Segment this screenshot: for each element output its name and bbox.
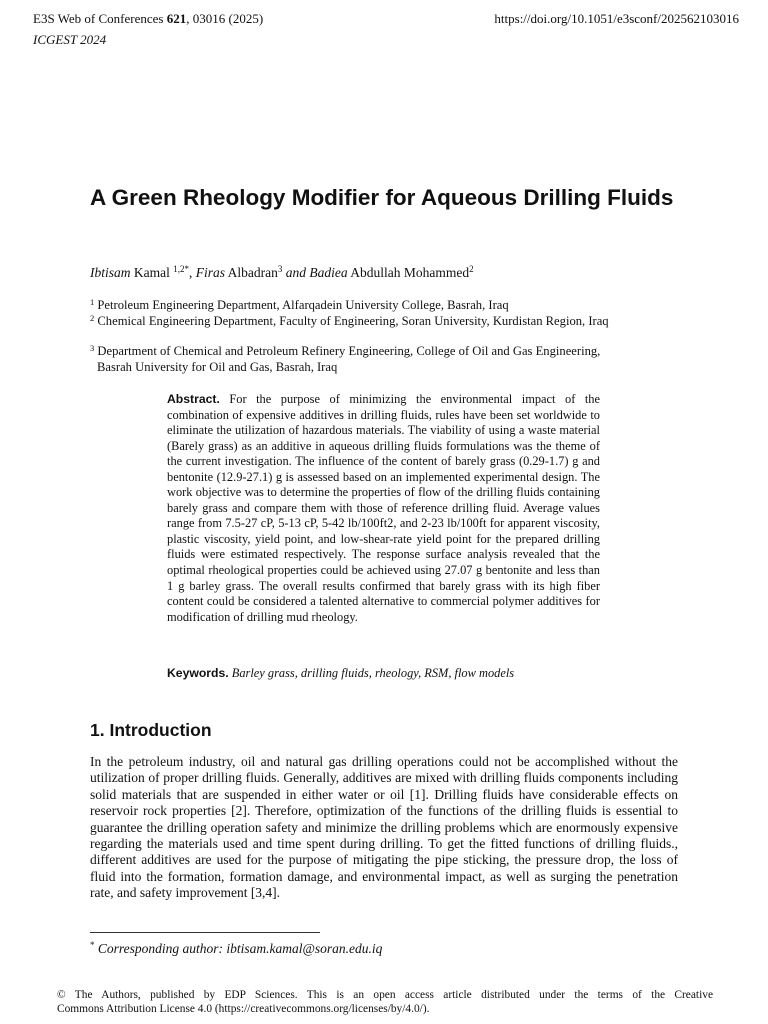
abstract-text: For the purpose of minimizing the environmental impact of the combination of expensive additives in drilling fluids, rules have been set worldwide to eliminate the utilization of hazardous materials. The viability of using a waste material (Barely grass) as an additive in aqueous drilling fluids formulations was the theme of the current investigation. The influence of the content of barely grass (0.29-1.7) g and bentonite (12.9-27.1) g is assessed based on an implemented experimental design. The work objective was to determine the properties of flow of the drilling fluids containing barely grass and compare them with those of reference drilling fluid. Average values range from 7.5-27 cP, 5-13 cP, 5-42 lb/100ft2, and 2-23 lb/100ft for apparent viscosity, plastic viscosity, yield point, and low-shear-rate yield point for the prepared drilling fluids were estimated respectively. The response surface analysis revealed that the optimal rheological properties could be achieved using 27.07 g bentonite and less than 1 g barley grass. The overall results confirmed that barely grass with its high fiber content could be considered a talented alternative to commercial polymer additives for modification of drilling mud rheology. bbox=[167, 392, 600, 624]
journal-volume: 621 bbox=[166, 11, 187, 26]
running-header-journal bbox=[33, 10, 263, 27]
license-line-1: © The Authors, published by EDP Sciences. This is an open access article distributed under the terms of the Creative bbox=[57, 989, 713, 1001]
footnote-divider bbox=[90, 932, 320, 933]
affiliation-1: $^1$ Petroleum Engineering Department, Alfarqadein University College, Basrah, Iraq bbox=[90, 297, 509, 312]
journal-name: E3S Web of Conferences bbox=[33, 11, 164, 26]
license-notice bbox=[57, 989, 713, 1016]
keywords-label: Keywords. bbox=[167, 666, 229, 680]
article-number: , 03016 (2025) bbox=[186, 11, 264, 26]
doi-link[interactable]: https://doi.org/10.1051/e3sconf/202562103016 bbox=[494, 11, 739, 26]
license-line-2: Commons Attribution License 4.0 (https://creativecommons.org/licenses/by/4.0/). bbox=[57, 1002, 430, 1015]
paper-title: A Green Rheology Modifier for Aqueous Drilling Fluids bbox=[90, 185, 674, 210]
author-3: Badiea Abdullah Mohammed$^2$ bbox=[309, 264, 474, 280]
author-1: Ibtisam Kamal $^{1,2*}$ bbox=[90, 264, 189, 280]
author-2: Firas Albadran$^3$ bbox=[195, 264, 283, 280]
abstract bbox=[167, 392, 600, 625]
section-heading-introduction: 1. Introduction bbox=[90, 720, 212, 740]
author-list: Ibtisam Kamal $^{1,2*}$, Firas Albadran$^3$ and Badiea Abdullah Mohammed$^2$ bbox=[90, 264, 474, 280]
keywords bbox=[167, 665, 617, 681]
conference-name: ICGEST 2024 bbox=[33, 32, 107, 47]
keywords-text: Barley grass, drilling fluids, rheology, RSM, flow models bbox=[231, 666, 515, 680]
affiliation-3: $^3$ Department of Chemical and Petroleum Refinery Engineering, College of Oil and Gas Engineering, Basrah University for Oil and Gas, Basrah, Iraq bbox=[90, 343, 601, 374]
affiliation-2: $^2$ Chemical Engineering Department, Faculty of Engineering, Soran University, Kurdistan Region, Iraq bbox=[90, 313, 609, 328]
corresponding-author-footnote: * Corresponding author: ibtisam.kamal@soran.edu.iq bbox=[90, 940, 383, 956]
introduction-paragraph: In the petroleum industry, oil and natural gas drilling operations could not be accomplished without the utilization of proper drilling fluids. Generally, additives are mixed with drilling fluids components including solid materials that are suspended in either water or oil [1]. Drilling fluids have considerable effects on reservoir rock properties [2]. Therefore, optimization of the functions of the drilling fluids is essential to guarantee the drilling operation safety and minimize the drilling problems which are enormously expensive regarding the materials used and time spent during drilling. To get the fitted functions of drilling fluids., different additives are used for the purpose of mitigating the pipe sticking, the pressure drop, the loss of fluid into the formation, formation damage, and environmental impact, as well as surging the penetration rate, and safety improvement [3,4]. bbox=[90, 754, 678, 901]
abstract-label: Abstract. bbox=[167, 392, 220, 406]
